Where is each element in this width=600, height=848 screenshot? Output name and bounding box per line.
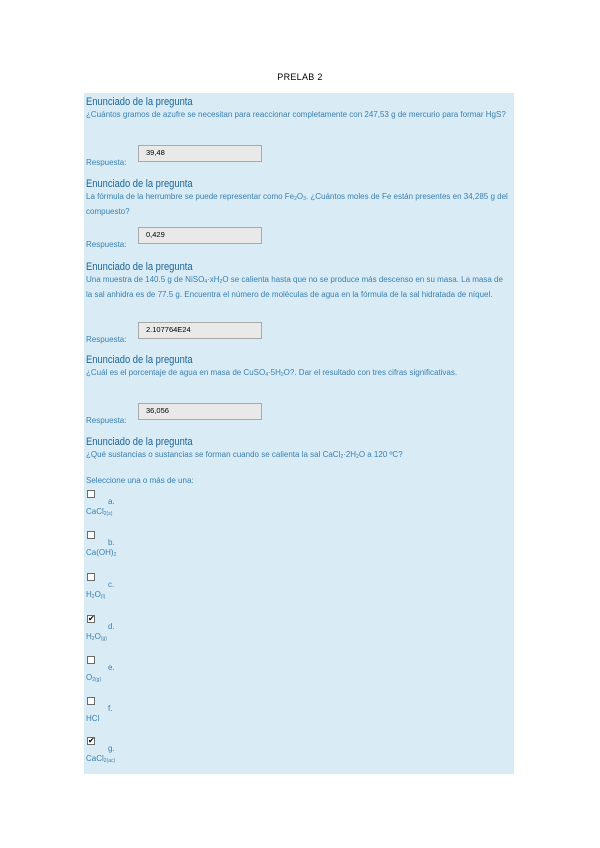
answer-row-1 <box>86 145 286 167</box>
option-letter: c. <box>108 580 115 589</box>
question-3 <box>86 261 514 300</box>
question-2 <box>86 178 514 217</box>
option-a[interactable] <box>86 490 166 520</box>
question-5 <box>86 436 514 464</box>
option-formula: HCl <box>86 714 100 723</box>
question-title: Enunciado de la pregunta <box>86 261 193 273</box>
answer-field-1[interactable]: 39,48 <box>138 145 262 162</box>
question-title: Enunciado de la pregunta <box>86 96 193 108</box>
option-letter: b. <box>108 538 115 547</box>
option-letter: d. <box>108 622 115 631</box>
option-f[interactable] <box>86 697 166 727</box>
option-letter: a. <box>108 497 115 506</box>
option-d[interactable] <box>86 615 166 645</box>
option-c[interactable] <box>86 573 166 603</box>
option-letter: f. <box>108 704 113 713</box>
question-text: ¿Cuál es el porcentaje de agua en masa de $CuSO_4\cdot 5H_2O$?. Dar el resultado con tres cifras significativas. <box>86 368 458 378</box>
checkbox[interactable] <box>87 697 95 705</box>
question-4 <box>86 354 514 382</box>
question-title: Enunciado de la pregunta <box>86 178 193 190</box>
document-header: PRELAB 2 <box>277 72 323 82</box>
answer-label: Respuesta: <box>86 158 127 167</box>
checkbox[interactable]: ✔ <box>88 614 95 623</box>
question-text: ¿Cuántos gramos de azufre se necesitan para reaccionar completamente con 247,53 g de mercurio para formar HgS? <box>86 110 506 119</box>
option-letter: e. <box>108 663 115 672</box>
answer-label: Respuesta: <box>86 240 127 249</box>
checkbox[interactable]: ✔ <box>88 736 95 745</box>
answer-field-2[interactable]: 0,429 <box>138 227 262 244</box>
option-b[interactable] <box>86 531 166 561</box>
option-g[interactable] <box>86 737 166 767</box>
option-letter: g. <box>108 744 115 753</box>
question-title: Enunciado de la pregunta <box>86 354 193 366</box>
checkbox[interactable] <box>87 490 95 498</box>
question-1 <box>86 96 514 121</box>
option-e[interactable] <box>86 656 166 686</box>
answer-field-3[interactable]: 2.107764E24 <box>138 322 262 339</box>
answer-row-3 <box>86 322 286 344</box>
answer-field-4[interactable]: 36,056 <box>138 403 262 420</box>
checkbox[interactable] <box>87 531 95 539</box>
option-formula: CaCl$_{2(ac)}$ <box>86 754 116 764</box>
checkbox[interactable] <box>87 656 95 664</box>
option-formula: $H_2O_{(g)}$ <box>86 632 107 642</box>
answer-row-4 <box>86 403 286 425</box>
question-title: Enunciado de la pregunta <box>86 436 193 448</box>
question-text: Una muestra de 140.5 g de $NiSO_4\cdot xH_2O$ se calienta hasta que no se produce más descenso en su masa. La masa de la sal anhidra es de 77.5 g. Encuentra el número de moléculas de agua en la fórmula de la sal hidratada de níquel. <box>86 275 503 299</box>
answer-row-2 <box>86 227 286 249</box>
select-instruction: Seleccione una o más de una: <box>86 476 194 485</box>
answer-label: Respuesta: <box>86 335 127 344</box>
option-formula: CaCl$_{2(s)}$ <box>86 507 113 517</box>
answer-label: Respuesta: <box>86 416 127 425</box>
option-formula: $O_{2(g)}$ <box>86 673 102 683</box>
question-text: La fórmula de la herrumbre se puede representar como $Fe_2O_3$. ¿Cuántos moles de Fe están presentes en 34,285 g del compuesto? <box>86 192 508 216</box>
option-formula: $Ca(OH)_2$ <box>86 548 117 558</box>
question-text: ¿Qué sustancias o sustancias se forman cuando se calienta la sal $CaCl_2\cdot 2H_2O$ a 120 ºC? <box>86 450 403 460</box>
option-formula: $H_2O_{(l)}$ <box>86 590 106 600</box>
checkbox[interactable] <box>87 573 95 581</box>
